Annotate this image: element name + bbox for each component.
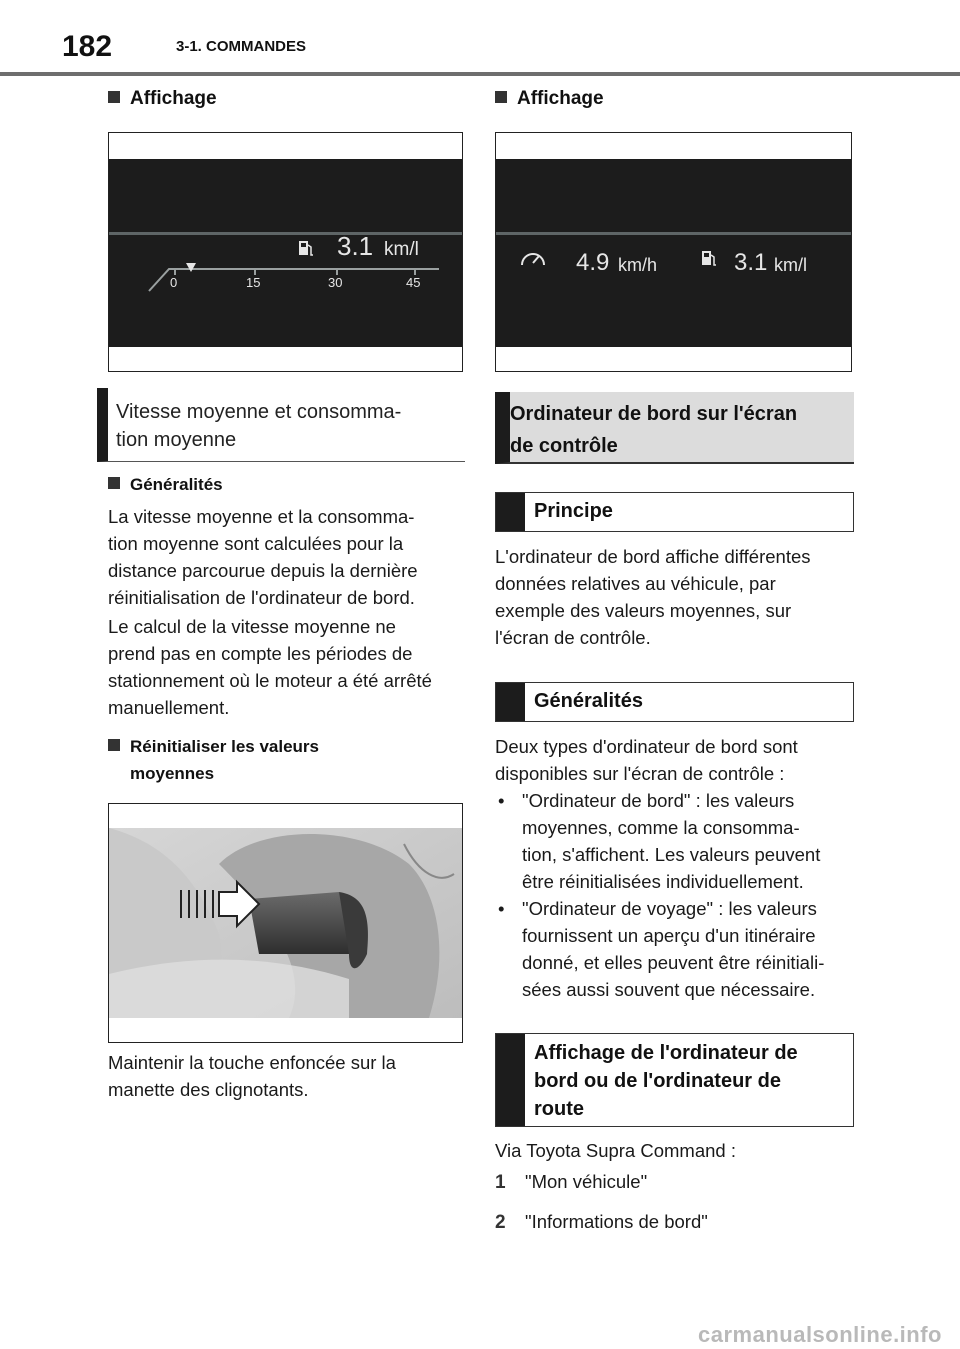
text-line: tion moyenne sont calculées pour la xyxy=(108,533,404,554)
subsection-affichage-ordinateur xyxy=(495,1033,854,1127)
list-item xyxy=(495,895,857,1003)
consumption-value: 3.1 xyxy=(337,231,374,261)
paragraph-maintenir xyxy=(108,1049,468,1103)
tick-label: 30 xyxy=(328,275,343,290)
subsection-bar xyxy=(496,1034,525,1126)
speed-value: 4.9 xyxy=(576,249,610,276)
text-line: manuellement. xyxy=(108,697,230,718)
text-line: disponibles sur l'écran de contrôle : xyxy=(495,763,785,784)
figure-caption xyxy=(97,388,465,462)
bullet-dot: • xyxy=(498,790,505,811)
fuel-pump-icon xyxy=(299,241,313,255)
text-line: sées aussi souvent que nécessaire. xyxy=(522,979,816,1000)
step-item xyxy=(495,1208,855,1236)
square-bullet-icon xyxy=(108,739,120,751)
section-heading-ordinateur xyxy=(495,392,854,464)
caption-line: Vitesse moyenne et consomma- xyxy=(116,401,402,423)
stalk-illustration xyxy=(109,804,462,1042)
heading-text: Affichage xyxy=(130,88,217,109)
subsection-generalites xyxy=(495,682,854,722)
heading-reinitialiser xyxy=(108,733,319,787)
via-text: Via Toyota Supra Command : xyxy=(495,1140,736,1161)
bullet-dot: • xyxy=(498,898,505,919)
chapter-title: 3-1. COMMANDES xyxy=(176,38,307,55)
caption-line: tion moyenne xyxy=(116,429,237,451)
text-line: données relatives au véhicule, par xyxy=(495,573,776,594)
figure-consumption-gauge xyxy=(108,132,463,372)
figure-turn-signal-stalk xyxy=(108,803,463,1043)
subsection-title: Principe xyxy=(534,500,613,522)
square-bullet-icon xyxy=(495,91,507,103)
text-line: stationnement où le moteur a été arrêté xyxy=(108,670,432,691)
title-line: bord ou de l'ordinateur de xyxy=(534,1070,781,1092)
step-number: 2 xyxy=(495,1212,506,1233)
tick-label: 45 xyxy=(406,275,421,290)
figure-speed-consumption xyxy=(495,132,852,372)
text-line: "Ordinateur de voyage" : les valeurs xyxy=(522,898,817,919)
text-line: exemple des valeurs moyennes, sur xyxy=(495,600,792,621)
consumption-value: 3.1 xyxy=(734,249,768,276)
tick-label: 0 xyxy=(170,275,178,290)
text-line: l'écran de contrôle. xyxy=(495,627,651,648)
pointer-triangle xyxy=(186,263,196,272)
header-rule xyxy=(0,72,960,76)
paragraph-calcul xyxy=(108,613,468,721)
paragraph-principe xyxy=(495,543,855,651)
text-line: tion, s'affichent. Les valeurs peuvent xyxy=(522,844,821,865)
fuel-pump-icon xyxy=(702,251,716,265)
text-line: manette des clignotants. xyxy=(108,1079,309,1100)
paragraph-generalites xyxy=(108,503,468,611)
text-line: Le calcul de la vitesse moyenne ne xyxy=(108,616,396,637)
heading-text: moyennes xyxy=(130,764,215,783)
text-line: Maintenir la touche enfoncée sur la xyxy=(108,1052,396,1073)
step-text: "Informations de bord" xyxy=(525,1211,708,1232)
watermark: carmanualsonline.info xyxy=(698,1322,942,1347)
heading-text: Réinitialiser les valeurs xyxy=(130,737,319,756)
step-number: 1 xyxy=(495,1172,506,1193)
section-heading-line: de contrôle xyxy=(510,435,618,457)
square-bullet-icon xyxy=(108,477,120,489)
subsection-principe xyxy=(495,492,854,532)
page-number: 182 xyxy=(62,30,113,63)
speed-unit: km/h xyxy=(618,255,658,275)
section-heading-line: Ordinateur de bord sur l'écran xyxy=(510,403,798,425)
step-text: "Mon véhicule" xyxy=(525,1171,648,1192)
text-line: Deux types d'ordinateur de bord sont xyxy=(495,736,798,757)
heading-text: Généralités xyxy=(130,475,223,494)
tick-label: 15 xyxy=(246,275,261,290)
heading-affichage-right xyxy=(495,88,604,110)
text-line: moyennes, comme la consomma- xyxy=(522,817,800,838)
title-line: Affichage de l'ordinateur de xyxy=(534,1042,798,1064)
display-screen xyxy=(109,159,462,347)
square-bullet-icon xyxy=(108,91,120,103)
text-line: prend pas en compte les périodes de xyxy=(108,643,413,664)
text-line: fournissent un aperçu d'un itinéraire xyxy=(522,925,816,946)
title-line: route xyxy=(534,1098,584,1120)
display-screen xyxy=(496,159,851,347)
text-line: distance parcourue depuis la dernière xyxy=(108,560,418,581)
consumption-unit: km/l xyxy=(774,255,807,275)
subsection-bar xyxy=(496,683,525,721)
heading-text: Affichage xyxy=(517,88,604,109)
heading-affichage-left xyxy=(108,88,217,110)
text-line: "Ordinateur de bord" : les valeurs xyxy=(522,790,795,811)
text-line: donné, et elles peuvent être réinitiali- xyxy=(522,952,825,973)
paragraph-generalites-right xyxy=(495,733,857,1003)
subsection-bar xyxy=(496,493,525,531)
consumption-unit: km/l xyxy=(384,239,419,260)
display-icons xyxy=(496,159,851,347)
subsection-title xyxy=(496,1034,853,1127)
speedometer-icon xyxy=(522,254,544,265)
text-line: réinitialisation de l'ordinateur de bord. xyxy=(108,587,415,608)
text-line: La vitesse moyenne et la consomma- xyxy=(108,506,415,527)
scale-line xyxy=(149,269,439,291)
subsection-title: Généralités xyxy=(534,690,643,712)
text-line: L'ordinateur de bord affiche différentes xyxy=(495,546,811,567)
list-item xyxy=(495,787,857,895)
heading-generalites-left xyxy=(108,475,223,495)
text-line: être réinitialisées individuellement. xyxy=(522,871,804,892)
step-item xyxy=(495,1168,855,1196)
